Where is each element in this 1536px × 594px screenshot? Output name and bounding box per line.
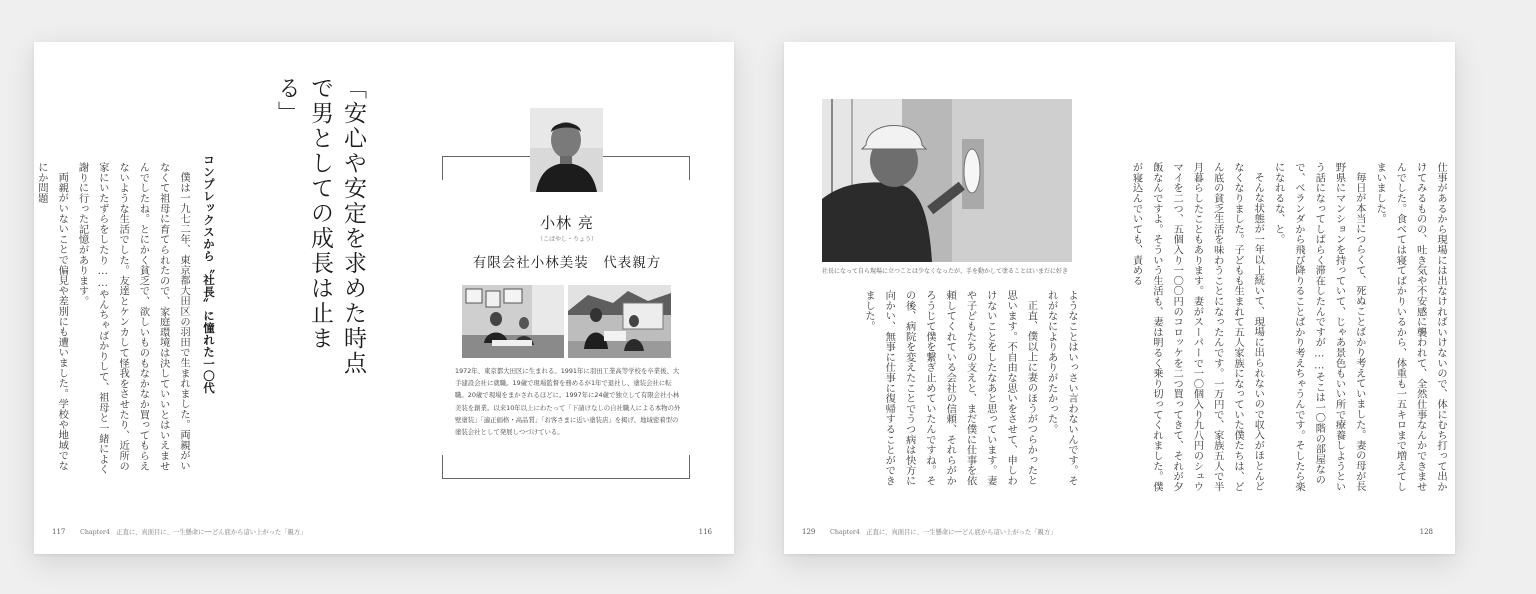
body-paragraph: 僕は一九七二年、東京都大田区の羽田で生まれました。両親がいなくて祖母に育てられたので、家庭環境は決していいとはいえませんでしたね。とにかく貧乏で、欲しいものもなかなか買ってもらえないような生活でした。友達とケンカして怪我をさせたり、近所の家にいたずらをしたり……やんちゃばかりして、祖母と一緒によく謝りに行った記憶があります。 <box>76 162 190 475</box>
body-text-right-spread-right-page <box>1130 162 1451 500</box>
portrait-photo <box>530 108 603 192</box>
profile-bio: 1972年、東京都大田区に生まれる。1991年に羽田工業高等学校を卒業後、大手建設会社に就職。19歳で現場監督を務めるが1年で退社し、塗装会社に転職。20歳で現場をまかされるほどに。1997年に24歳で独立して有限会社小林美装を創業。以来10年以上にわたって「下請けなしの自社職人による本物の外壁塗装」「適正価格・高品質」「お客さまに近い塗装店」を掲げ、地域密着型の塗装会社として発展しつづけている。 <box>455 367 681 437</box>
page-number-left: 129 <box>802 528 816 536</box>
body-paragraph: 正直、僕以上に妻のほうがつらかったと思います。不自由な思いをさせて、申しわけないことをしたなあと思っています。妻や子どもたちの支えと、まだ僕に仕事を依頼してくれている会社の信頼、それらがかろうじて僕を繋ぎ止めていたんですね。その後、病院を変えたことでうつ病は快方に向かい、無事に仕事に復帰することができました。 <box>863 290 1038 486</box>
running-head: Chapter4 正直に、真面目に、一生懸命に──どん底から這い上がった「親方」 <box>830 529 1057 536</box>
company-title: 有限会社小林美装 代表親方 <box>472 255 662 271</box>
profile-name-block <box>454 212 680 271</box>
body-text-left-page <box>35 162 194 480</box>
body-paragraph: 両親がいないことで偏見や差別にも遭いました。学校や地域でなにか問題 <box>35 162 69 471</box>
chapter-heading: コンプレックスから〝社長〟に憧れた一〇代 <box>202 154 216 394</box>
body-paragraph: 毎日が本当につらくて、死ぬことばかり考えていました。妻の母が長野県にマンションを持っていて、じゃあ景色もいい所で療養しようという話になってしばらく滞在したんですが……そこは一〇階の部屋なので、ベランダから飛び降りることばかり考えちゃうんです。そしたら楽になれるな、と。 <box>1272 162 1366 492</box>
body-paragraph: ようなことはいっさい言わないんです。それがなによりありがたかった。 <box>1045 290 1078 486</box>
person-name: 小林 亮 <box>540 214 594 232</box>
left-page-spread <box>34 42 734 554</box>
running-head: Chapter4 正直に、真面目に、一生懸命に──どん底から這い上がった「親方」 <box>80 529 307 536</box>
client-meeting-photo <box>568 285 671 358</box>
office-meeting-photo <box>462 285 564 358</box>
body-paragraph: 仕事があるから現場には出なければいけないので、体にむち打って出かけてみるものの、吐き気や不安感に襲われて、全然仕事なんかできませんでした。食べては寝てばかりいるから、体重も一五キロまで増えてしまいました。 <box>1374 162 1447 492</box>
page-number-right: 128 <box>1419 528 1433 536</box>
body-paragraph: そんな状態が一年以上続いて、現場に出られないので収入がほとんどなくなりました。子どもも生まれて五人家族になっていた僕たちは、どん底の貧乏生活を味わうことになったんです。一万円で、家族五人で半月暮らしたこともあります。妻がスーパーで一〇個入り九八円のシュウマイを二つ、五個入り一〇〇円のコロッケを二つ買ってきて、それが夕飯なんですよ。そういう生活も、妻は明るく乗り切ってくれました。僕が寝込んでいても、責める <box>1130 162 1265 492</box>
body-text-right-spread-left-page <box>863 290 1082 490</box>
headline: 「安心や安定を求めた時点で男としての成長は止まる」 <box>274 76 366 376</box>
person-name-reading: （こばやし・りょう） <box>536 236 597 243</box>
page-number-left: 117 <box>52 528 66 536</box>
right-page-spread <box>784 42 1455 554</box>
photo-caption: 社長になって自ら現場に立つことは少なくなったが、手を動かして塗ることはいまだに好き <box>822 268 1069 275</box>
painter-at-work-photo <box>822 99 1072 262</box>
page-number-right: 116 <box>698 528 712 536</box>
